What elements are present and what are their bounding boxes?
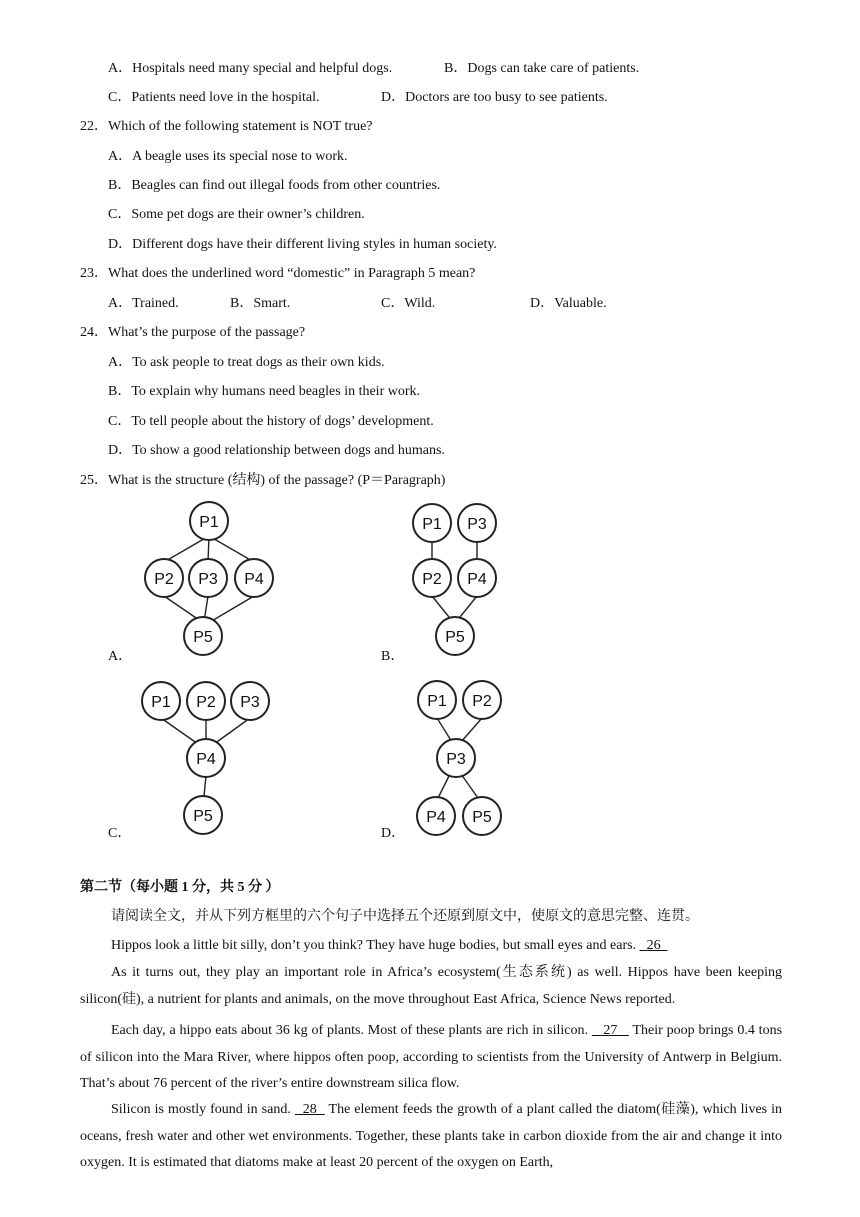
blank-27[interactable]: 27 — [591, 1023, 629, 1038]
structure-diagram-d — [405, 678, 525, 843]
diagram-d-node-p1: P1 — [427, 693, 447, 710]
structure-diagram-b — [400, 500, 520, 660]
paragraph-3-after: Their poop brings 0.4 tons of silicon into the Mara River, where hippos often poop, according to scientists from the University of Antwerp in Belgium. That’s about 76 percent of the river’s entire downstream silica flow. — [80, 1023, 783, 1091]
section-heading: 第二节（每小题 1 分，共 5 分 ） — [80, 880, 280, 895]
diagram-d-node-p5: P5 — [472, 809, 492, 826]
diagram-c-node-p2: P2 — [196, 694, 216, 711]
diagram-a-node-p2: P2 — [154, 571, 174, 588]
diagram-c-node-p1: P1 — [151, 694, 171, 711]
structure-diagram-c — [130, 678, 290, 838]
q24-option-c: C．To tell people about the history of dogs’ development. — [108, 414, 434, 429]
q22-option-c: C．Some pet dogs are their owner’s children. — [108, 207, 365, 222]
q23-option-a: A．Trained. — [108, 296, 179, 311]
passage-paragraph-2: As it turns out, they play an important role in Africa’s ecosystem(生态系统) as well. Hippos have been keeping silicon(硅), a nutrient for plants and animals, on the move throughout East Africa, Science News reported. — [80, 965, 782, 1007]
diagram-b-node-p4: P4 — [467, 571, 487, 588]
passage-paragraph-3 — [80, 1018, 782, 1098]
diagram-a-node-p4: P4 — [244, 571, 264, 588]
diagram-c-node-p5: P5 — [193, 808, 213, 825]
q25-option-b-label: B． — [381, 649, 405, 664]
diagram-b-node-p3: P3 — [467, 516, 487, 533]
q21-option-c: C．Patients need love in the hospital. — [108, 90, 320, 105]
diagram-b-node-p1: P1 — [422, 516, 442, 533]
diagram-a-node-p3: P3 — [198, 571, 218, 588]
blank-28[interactable]: 28 — [294, 1102, 325, 1117]
q21-option-a: A．Hospitals need many special and helpful dogs. — [108, 61, 393, 76]
q24-option-d: D．To show a good relationship between dogs and humans. — [108, 443, 445, 458]
q25-stem: 25．What is the structure (结构) of the passage? (P＝Paragraph) — [80, 473, 446, 488]
q23-stem: 23．What does the underlined word “domestic” in Paragraph 5 mean? — [80, 266, 476, 281]
q24-stem: 24．What’s the purpose of the passage? — [80, 325, 306, 340]
diagram-c-node-p4: P4 — [196, 751, 216, 768]
diagram-b-node-p5: P5 — [445, 629, 465, 646]
q25-option-d-label: D． — [381, 826, 406, 841]
q21-option-d: D．Doctors are too busy to see patients. — [381, 90, 608, 105]
section-instruction: 请阅读全文，并从下列方框里的六个句子中选择五个还原到原文中，使原文的意思完整、连贯。 — [111, 909, 699, 924]
diagram-d-node-p4: P4 — [426, 809, 446, 826]
paragraph-3-before: Each day, a hippo eats about 36 kg of plants. Most of these plants are rich in silicon. — [111, 1023, 592, 1038]
q22-option-d: D．Different dogs have their different living styles in human society. — [108, 237, 497, 252]
passage-paragraph-4 — [80, 1097, 782, 1177]
diagram-d-node-p3: P3 — [446, 751, 466, 768]
diagram-a-node-p1: P1 — [199, 514, 219, 531]
structure-diagram-a — [130, 500, 290, 660]
q21-option-b: B．Dogs can take care of patients. — [444, 61, 640, 76]
paragraph-4-after: The element feeds the growth of a plant called the diatom(硅藻), which lives in oceans, fresh water and other wet environments. Together, these plants take in carbon dioxide from the air and change it into oxygen. It is estimated that diatoms make at least 20 percent of the oxygen on Earth, — [80, 1102, 782, 1170]
blank-26[interactable]: 26 — [639, 938, 668, 953]
q22-option-b: B．Beagles can find out illegal foods from other countries. — [108, 178, 441, 193]
q23-option-b: B．Smart. — [230, 296, 291, 311]
diagram-d-node-p2: P2 — [472, 693, 492, 710]
q24-option-a: A．To ask people to treat dogs as their own kids. — [108, 355, 385, 370]
paragraph-1-text: Hippos look a little bit silly, don’t you think? They have huge bodies, but small eyes and ears. — [111, 938, 640, 953]
passage-paragraph-1 — [80, 933, 782, 960]
q22-stem: 22．Which of the following statement is NOT true? — [80, 119, 373, 134]
q25-option-a-label: A． — [108, 649, 133, 664]
q24-option-b: B．To explain why humans need beagles in their work. — [108, 384, 421, 399]
q22-option-a: A．A beagle uses its special nose to work. — [108, 149, 348, 164]
q23-option-c: C．Wild. — [381, 296, 436, 311]
diagram-a-node-p5: P5 — [193, 629, 213, 646]
q23-option-d: D．Valuable. — [530, 296, 607, 311]
paragraph-4-before: Silicon is mostly found in sand. — [111, 1102, 295, 1117]
diagram-c-node-p3: P3 — [240, 694, 260, 711]
q25-option-c-label: C． — [108, 826, 132, 841]
diagram-b-node-p2: P2 — [422, 571, 442, 588]
